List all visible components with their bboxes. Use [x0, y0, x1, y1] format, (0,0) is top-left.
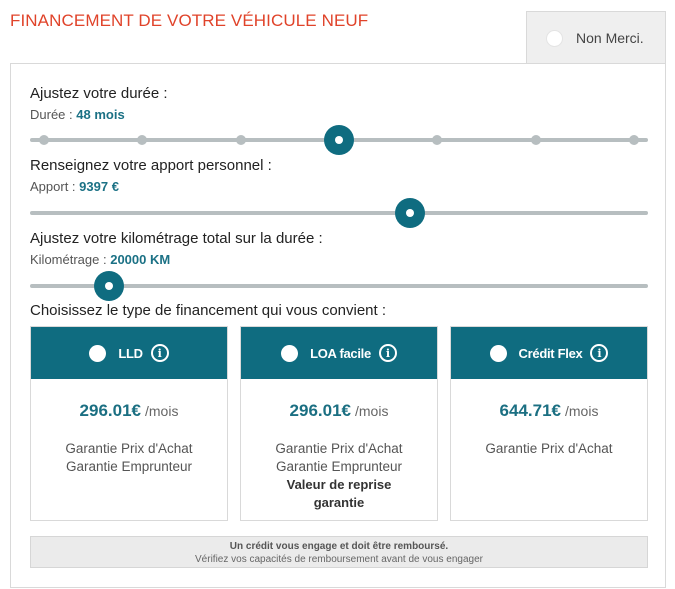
- deposit-slider-track[interactable]: [30, 211, 648, 215]
- feature-list: [241, 440, 437, 512]
- disclaimer-line-1: Un crédit vous engage et doit être remboursé.: [229, 541, 449, 552]
- financing-card-header[interactable]: [241, 327, 437, 379]
- deposit-value-amount: 9397 €: [79, 179, 119, 194]
- financing-name: LOA facile: [310, 345, 371, 361]
- info-icon[interactable]: i: [379, 344, 397, 362]
- price-row: [241, 401, 437, 421]
- mileage-value: [30, 252, 170, 267]
- financing-panel: [10, 63, 666, 588]
- feature-item-highlight: garantie: [313, 495, 365, 510]
- mileage-heading: Ajustez votre kilométrage total sur la durée :: [30, 230, 323, 247]
- no-thanks-option[interactable]: [526, 11, 666, 64]
- info-icon[interactable]: i: [590, 344, 608, 362]
- financing-card-header[interactable]: [31, 327, 227, 379]
- duration-value-amount: 48 mois: [76, 107, 125, 122]
- feature-list: [31, 440, 227, 476]
- price-period: /mois: [565, 403, 599, 419]
- financing-card-loa-facile[interactable]: [240, 326, 438, 521]
- financing-heading: Choisissez le type de financement qui vous convient :: [30, 302, 387, 319]
- duration-heading: Ajustez votre durée :: [30, 85, 168, 102]
- monthly-price: 296.01€: [289, 401, 351, 420]
- duration-step-tick[interactable]: [137, 135, 147, 145]
- financing-radio[interactable]: [281, 345, 298, 362]
- duration-value-label: Durée :: [30, 107, 73, 122]
- financing-card-credit-flex[interactable]: [450, 326, 648, 521]
- duration-slider-track[interactable]: [30, 138, 648, 142]
- financing-radio[interactable]: [89, 345, 106, 362]
- financing-name: LLD: [118, 345, 143, 361]
- price-row: [31, 401, 227, 421]
- deposit-slider-thumb[interactable]: [395, 198, 425, 228]
- price-row: [451, 401, 647, 421]
- financing-card-lld[interactable]: [30, 326, 228, 521]
- deposit-heading: Renseignez votre apport personnel :: [30, 157, 272, 174]
- mileage-value-amount: 20000 KM: [110, 252, 171, 267]
- financing-options: [30, 326, 648, 521]
- page-title: FINANCEMENT DE VOTRE VÉHICULE NEUF: [10, 11, 369, 30]
- feature-item: Garantie Prix d'Achat: [65, 441, 193, 456]
- duration-step-tick[interactable]: [531, 135, 541, 145]
- financing-name: Crédit Flex: [518, 345, 583, 361]
- duration-value: [30, 107, 125, 122]
- no-thanks-label: Non Merci.: [576, 30, 644, 46]
- no-thanks-radio[interactable]: [546, 30, 563, 47]
- financing-card-header[interactable]: [451, 327, 647, 379]
- info-icon[interactable]: i: [151, 344, 169, 362]
- duration-step-tick[interactable]: [432, 135, 442, 145]
- duration-step-tick[interactable]: [39, 135, 49, 145]
- disclaimer-line-2: Vérifiez vos capacités de remboursement avant de vous engager: [195, 554, 483, 565]
- feature-item: Garantie Prix d'Achat: [485, 441, 613, 456]
- deposit-value-label: Apport :: [30, 179, 76, 194]
- mileage-slider-track[interactable]: [30, 284, 648, 288]
- price-period: /mois: [145, 403, 179, 419]
- mileage-slider-thumb[interactable]: [94, 271, 124, 301]
- financing-radio[interactable]: [490, 345, 507, 362]
- feature-item-highlight: Valeur de reprise: [286, 477, 392, 492]
- deposit-value: [30, 179, 119, 194]
- feature-item: Garantie Emprunteur: [275, 459, 403, 474]
- duration-step-tick[interactable]: [236, 135, 246, 145]
- feature-item: Garantie Prix d'Achat: [275, 441, 403, 456]
- feature-list: [451, 440, 647, 458]
- price-period: /mois: [355, 403, 389, 419]
- monthly-price: 644.71€: [499, 401, 561, 420]
- duration-step-tick[interactable]: [629, 135, 639, 145]
- monthly-price: 296.01€: [79, 401, 141, 420]
- mileage-value-label: Kilométrage :: [30, 252, 107, 267]
- duration-slider-thumb[interactable]: [324, 125, 354, 155]
- feature-item: Garantie Emprunteur: [65, 459, 193, 474]
- credit-disclaimer: [30, 536, 648, 568]
